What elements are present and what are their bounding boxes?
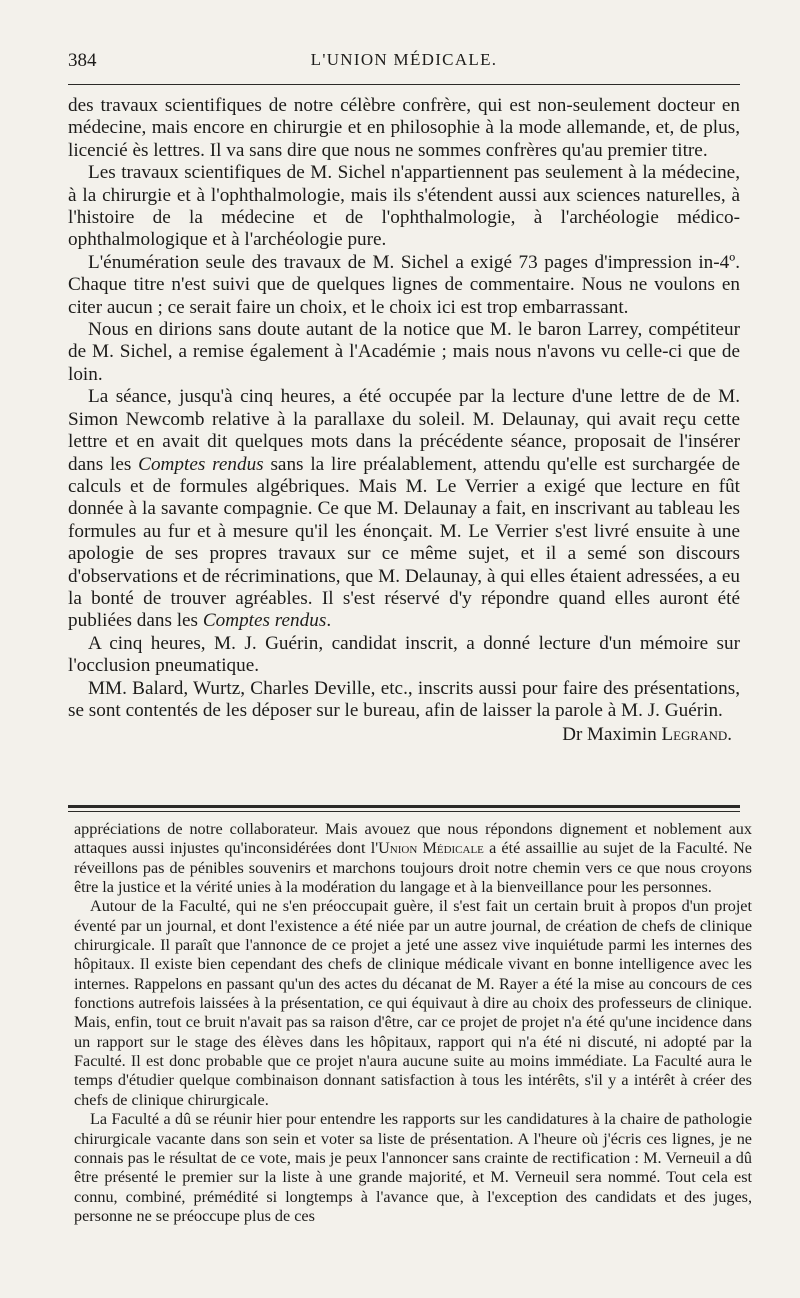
lower-paragraph-1-text-b: a été assaillie au sujet de la Faculté. Ne réveillons pas de pénibles souvenirs et marchons toujours droit notre chemin vers ce que nous croyons être la justice et la vérité unies à la modération du langage et à la bienveillance pour les personnes.: [74, 839, 752, 897]
lower-paragraph-1: [74, 820, 752, 897]
upper-paragraph-5-italic-b: Comptes rendus: [202, 610, 327, 632]
upper-paragraph-5-italic-a: Comptes rendus: [138, 453, 264, 475]
upper-paragraph-3: L'énumération seule des travaux de M. Sichel a exigé 73 pages d'impression in-4º. Chaque titre n'est suivi que de quelques lignes de commentaire. Nous ne voulons en citer aucun ; ce serait faire un choix, et le choix ici est trop embarrassant.: [68, 251, 740, 318]
upper-paragraph-2: Les travaux scientifiques de M. Sichel n'appartiennent pas seulement à la médecine, à la chirurgie et à l'ophthalmologie, mais ils s'étendent aussi aux sciences naturelles, à l'histoire de la médecine et de l'ophthalmologie, à l'archéologie médico-ophthalmologique et à l'archéologie pure.: [68, 162, 740, 251]
lower-paragraph-3: La Faculté a dû se réunir hier pour entendre les rapports sur les candidatures à la chaire de pathologie chirurgicale vacante dans son sein et voter sa liste de présentation. A l'heure où j'écris ces lignes, je ne connais pas le résultat de ce vote, mais je peux l'annoncer sans crainte de rectification : M. Verneuil a dû être présenté le premier sur la liste à une grande majorité, et M. Verneuil sera nommé. Tout cela est connu, combiné, prémédité si longtemps à l'avance que, à l'exception des candidats et des juges, personne ne se préoccupe plus de ces: [74, 1110, 752, 1225]
upper-paragraph-5: [68, 386, 740, 632]
upper-paragraph-4: Nous en dirions sans doute autant de la notice que M. le baron Larrey, compétiteur de M. Sichel, a remise également à l'Académie ; mais nous n'avons vu celle-ci que de loin.: [68, 319, 740, 385]
signature-name: Legrand.: [661, 724, 732, 746]
signature: [68, 722, 740, 748]
signature-prefix: Dr Maximin: [562, 724, 662, 746]
upper-paragraph-5-text-b: sans la lire préalablement, attendu qu'elle est surchargée de calculs et de formules algébriques. Mais M. Le Verrier a exigé que lecture en fût donnée à la savante compagnie. Ce que M. Delaunay a fait, en inscrivant au tableau les formules au fur et à mesure qu'il les énonçait. M. Le Verrier s'est livré ensuite à une apologie de ses propres travaux sur ce même sujet, et il a semé son discours d'observations et de récriminations, que M. Delaunay, à qui elles étaient adressées, a eu la bonté de trouver agréables. Il s'est réservé d'y répondre quand elles auront été publiées dans les: [68, 453, 740, 632]
section-rule-thin: [68, 811, 740, 812]
running-head: L'UNION MÉDICALE.: [310, 50, 498, 69]
upper-paragraph-5-text-c: .: [326, 610, 332, 632]
header-rule: [68, 84, 740, 85]
page-header: [68, 50, 740, 80]
upper-paragraph-6: A cinq heures, M. J. Guérin, candidat inscrit, a donné lecture d'un mémoire sur l'occlusion pneumatique.: [68, 632, 740, 677]
upper-article: [68, 95, 740, 748]
page-number: 384: [68, 50, 97, 71]
upper-paragraph-7: MM. Balard, Wurtz, Charles Deville, etc., inscrits aussi pour faire des présentations, se sont contentés de les déposer sur le bureau, afin de laisser la parole à M. J. Guérin.: [68, 677, 740, 721]
lower-paragraph-1-small-caps: Union Médicale: [378, 839, 484, 858]
lower-article: [74, 820, 752, 1226]
upper-paragraph-1: des travaux scientifiques de notre célèbre confrère, qui est non-seulement docteur en médecine, mais encore en chirurgie et en philosophie à la mode allemande, et, de plus, licencié ès lettres. Il va sans dire que nous ne sommes confrères qu'au premier titre.: [68, 95, 740, 161]
lower-paragraph-2: Autour de la Faculté, qui ne s'en préoccupait guère, il s'est fait un certain bruit à propos d'un projet éventé par un journal, et dont l'existence a été niée par un autre journal, de création de chefs de clinique chirurgicale. Il paraît que l'annonce de ce projet a jeté une assez vive inquiétude parmi les internes des hôpitaux. Il existe bien cependant des chefs de clinique médicale vivant en bonne intelligence avec les internes. Rappelons en passant qu'un des actes du décanat de M. Rayer a été la mise au concours de ces fonctions autrefois laissées à la présentation, ce qui équivaut à dire au choix des professeurs de clinique. Mais, enfin, tout ce bruit n'avait pas sa raison d'être, car ce projet de projet n'a été qu'une incidence dans un rapport sur le stage des élèves dans les hôpitaux, rapport qui n'a été ni discuté, ni adopté par la Faculté. Il est donc probable que ce projet n'aura aucune suite au moins immédiate. La Faculté aura le temps d'étudier quelque combinaison donnant satisfaction à tous les intérêts, s'il y a intérêt à créer des chefs de clinique chirurgicale.: [74, 897, 752, 1109]
lower-paragraph-1-text-a: appréciations de notre collaborateur. Mais avouez que nous répondons dignement et noblement aux attaques aussi injustes qu'inconsidérées dont l': [74, 820, 752, 858]
upper-paragraph-5-text-a: La séance, jusqu'à cinq heures, a été occupée par la lecture d'une lettre de de M. Simon Newcomb relative à la parallaxe du soleil. M. Delaunay, qui avait reçu cette lettre et en avait dit quelques mots dans la précédente séance, proposait de l'insérer dans les: [68, 386, 740, 475]
section-rule-thick: [68, 805, 740, 808]
